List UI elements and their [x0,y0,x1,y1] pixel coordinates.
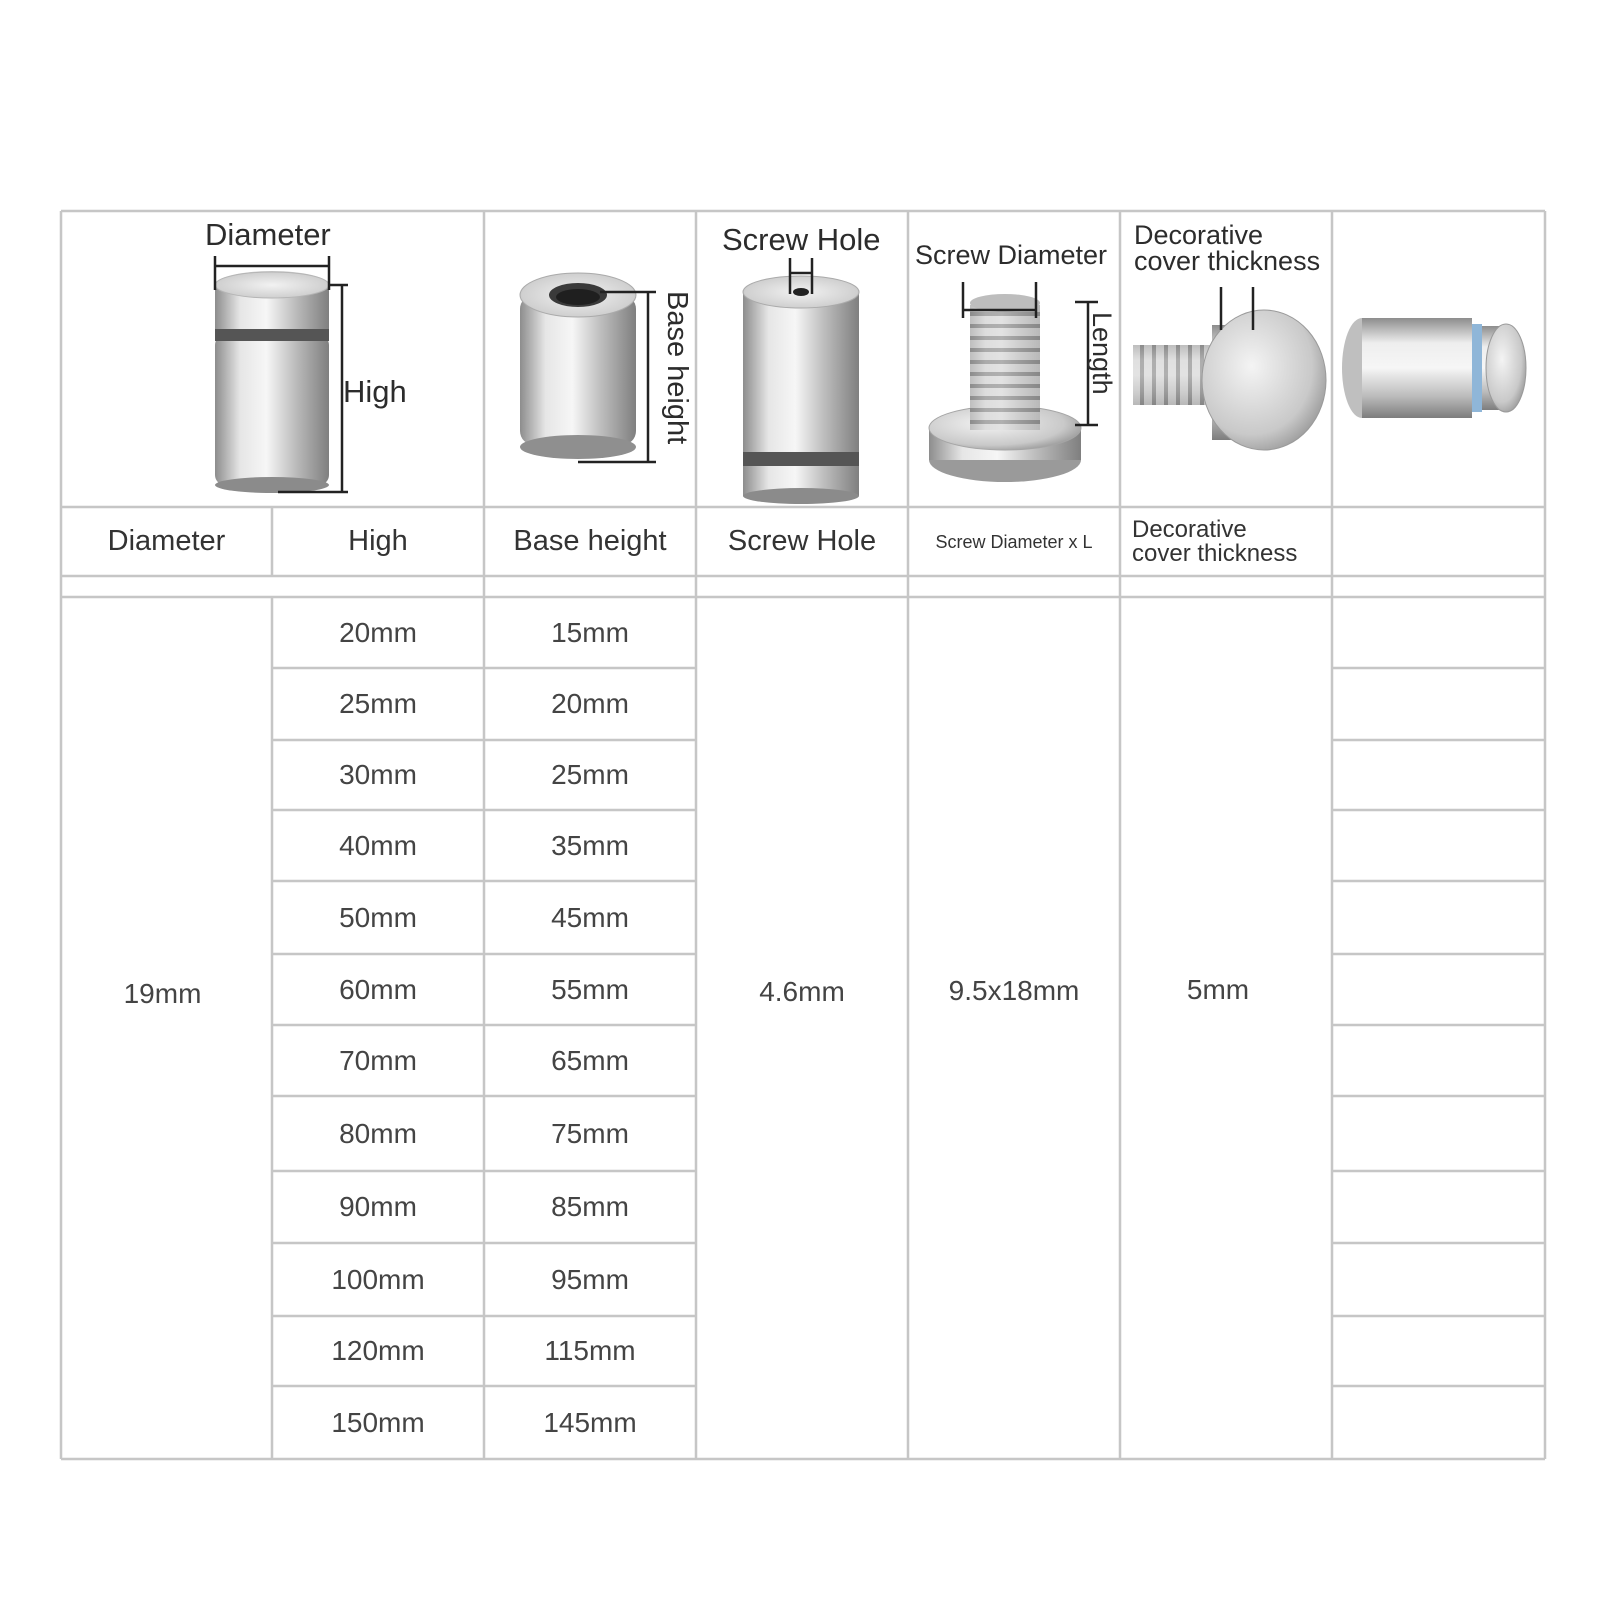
column-header-screw-hole: Screw Hole [727,525,877,557]
table-row-4-high: 40mm [339,829,417,861]
cell-screw-size: 9.5x18mm [948,975,1080,1006]
table-row-8-high: 80mm [339,1117,417,1149]
cell-diameter: 19mm [123,978,202,1009]
table-row-10-base-height: 95mm [551,1263,629,1295]
table-row-3-high: 30mm [339,759,417,790]
image-label-screw-hole: Screw Hole [722,222,881,257]
table-row-8-base-height: 75mm [551,1117,629,1149]
table-row-1-base-height: 15mm [551,616,629,648]
table-row-9-high: 90mm [339,1191,417,1222]
column-header-screw-size: Screw Diameter x L [935,531,1093,552]
base-sleeve-image [520,273,656,462]
cell-screw-hole: 4.6mm [759,976,845,1007]
table-row-4-base-height: 35mm [551,829,629,861]
standoff-assembled-image [215,256,348,493]
standoff-side-image [1342,318,1526,418]
table-row-5-base-height: 45mm [551,901,629,933]
table-row-5-high: 50mm [339,901,417,933]
table-row-11-high: 120mm [331,1335,425,1366]
column-header-cover-line2: cover thickness [1132,539,1298,567]
image-label-diameter: Diameter [205,217,331,252]
table-row-10-high: 100mm [331,1263,425,1295]
image-label-cover-line2: cover thickness [1134,246,1321,276]
column-header-diameter: Diameter [107,525,226,557]
table-row-12-high: 150mm [331,1406,425,1438]
table-row-6-high: 60mm [339,973,417,1005]
column-header-cover-line1: Decorative [1132,515,1247,543]
table-row-7-base-height: 65mm [551,1044,629,1076]
image-label-length: Length [1087,312,1117,395]
table-row-7-high: 70mm [339,1044,417,1076]
table-row-12-base-height: 145mm [543,1406,637,1438]
image-label-high: High [343,374,407,409]
table-row-2-high: 25mm [339,688,417,719]
cell-cover-thickness: 5mm [1186,974,1250,1005]
table-row-6-base-height: 55mm [551,973,629,1005]
table-row-2-base-height: 20mm [551,688,629,719]
table-row-11-base-height: 115mm [544,1335,636,1366]
screw-image [929,282,1098,482]
screw-hole-standoff-image [743,258,859,504]
image-label-screw-diameter: Screw Diameter [915,240,1108,270]
image-label-cover-line1: Decorative [1134,220,1264,250]
column-header-high: High [348,525,408,557]
table-row-9-base-height: 85mm [551,1191,629,1222]
image-label-base-height: Base height [661,291,693,445]
table-row-3-base-height: 25mm [551,759,629,790]
table-row-1-high: 20mm [339,616,417,648]
column-header-cover-thickness [1132,507,1332,576]
decorative-cover-image [1133,287,1326,450]
column-header-base-height: Base height [513,525,667,557]
